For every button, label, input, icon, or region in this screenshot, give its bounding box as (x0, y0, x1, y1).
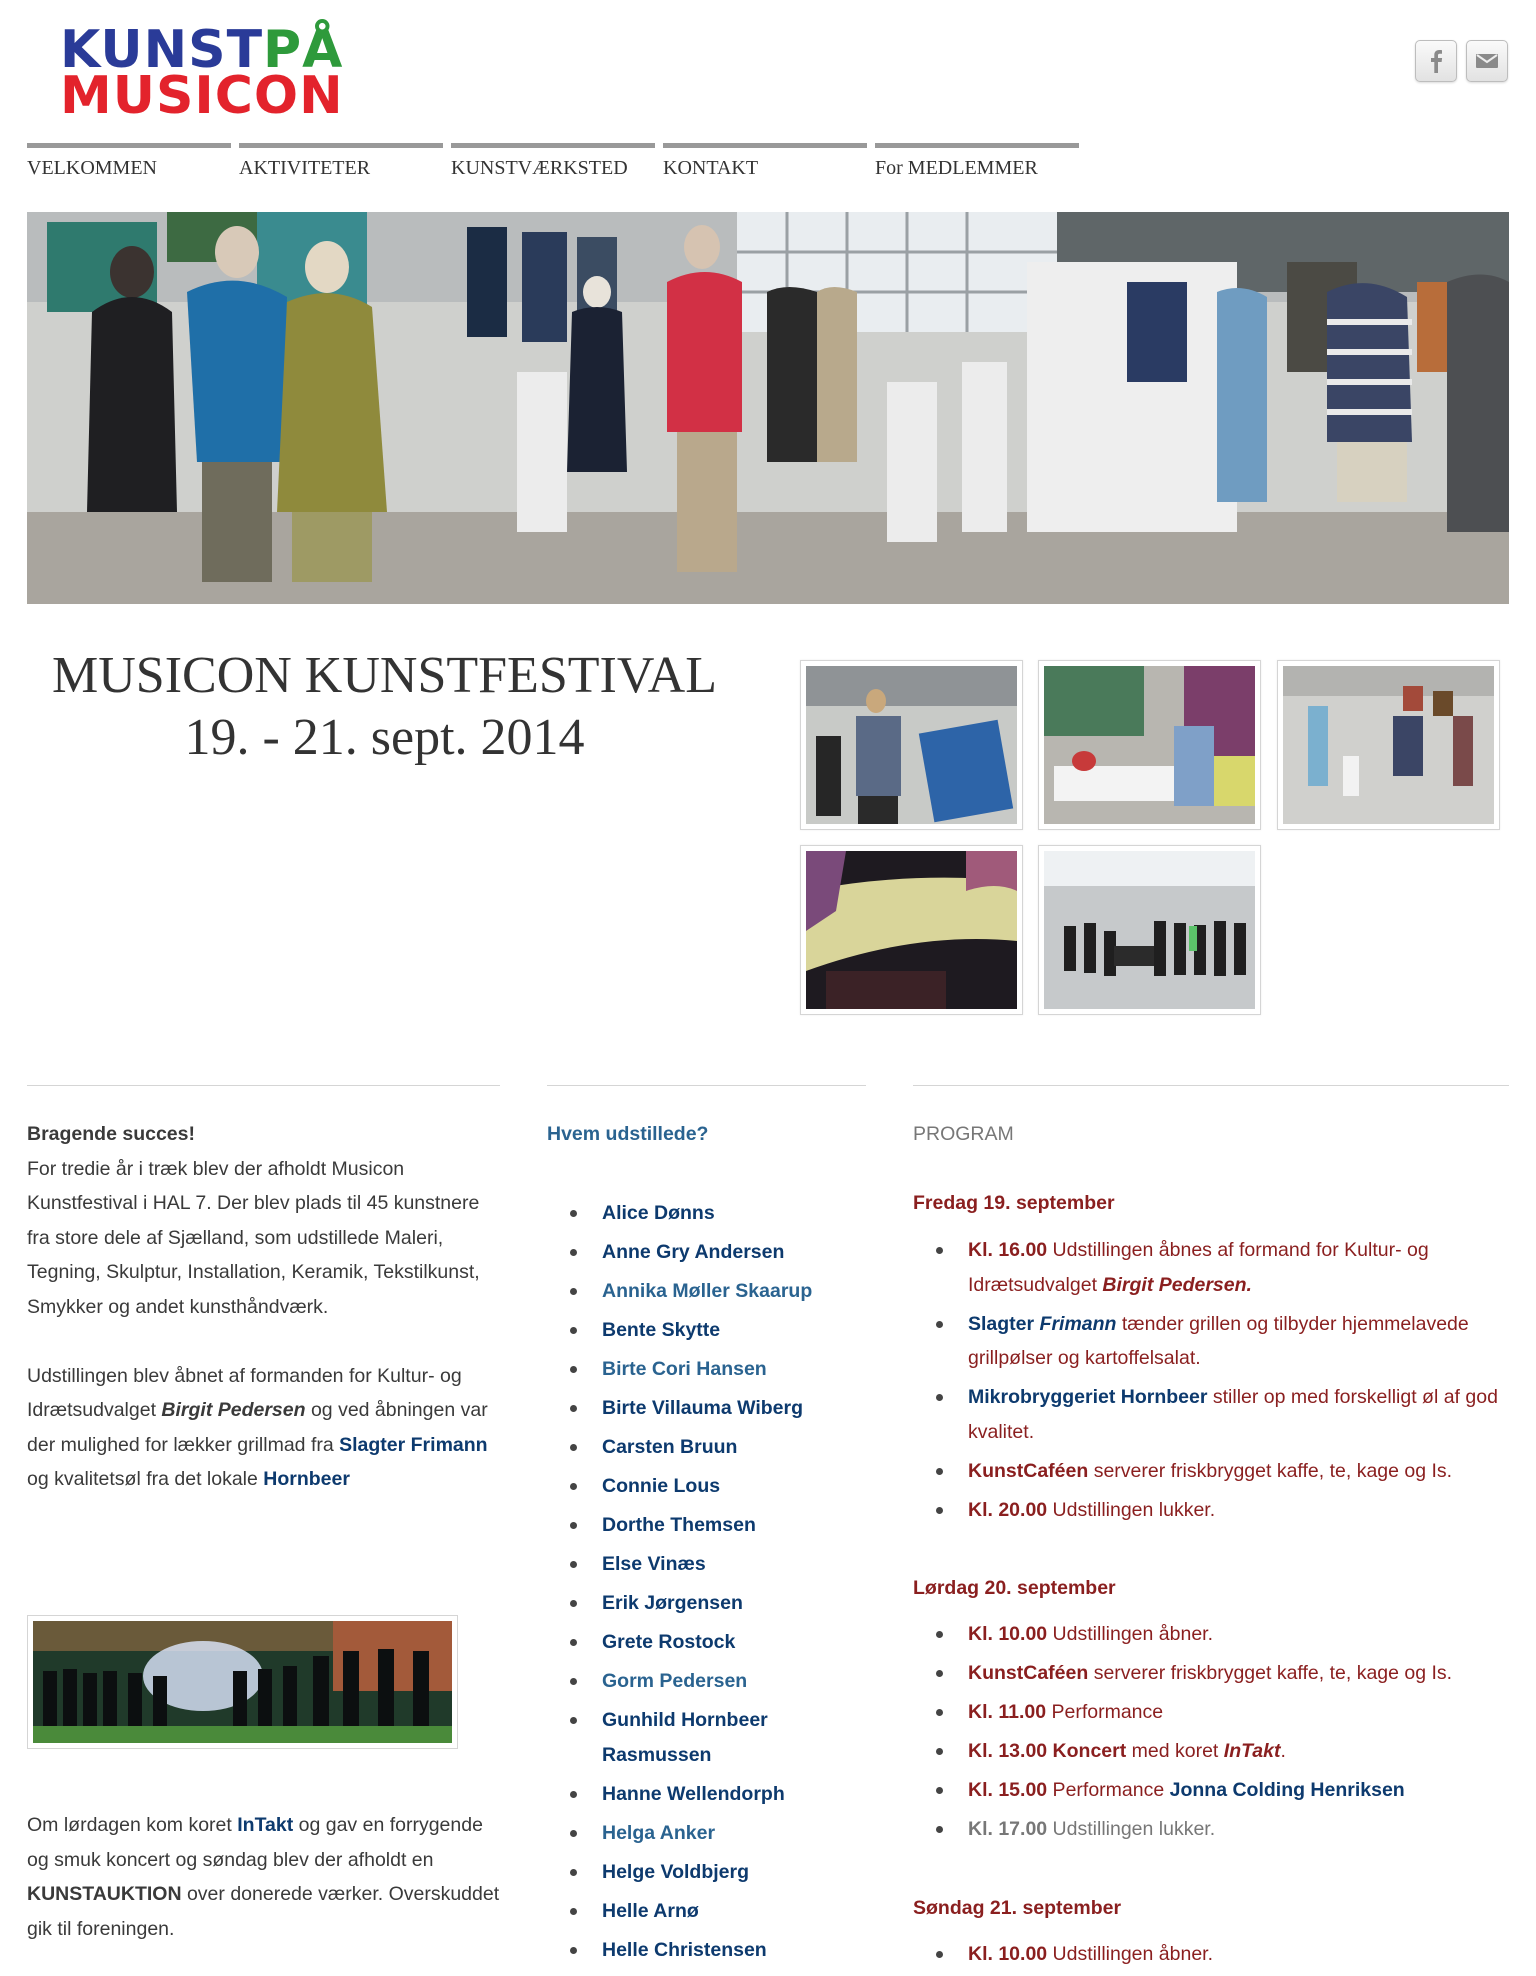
program-section (913, 1117, 1509, 1965)
exhibitor-item[interactable]: Alice Dønns (547, 1196, 867, 1231)
program-item: Kl. 10.00 Udstillingen åbner. (913, 1617, 1509, 1652)
festival-title-line1: MUSICON KUNSTFESTIVAL (51, 647, 717, 704)
gallery-thumbnail-4[interactable] (800, 845, 1023, 1015)
gallery-thumbnail-3[interactable] (1277, 660, 1500, 830)
birgit-pedersen-name: Birgit Pedersen (161, 1399, 306, 1421)
exhibitor-item[interactable]: Annika Møller Skaarup (547, 1274, 867, 1309)
exhibitors-heading: Hvem udstillede? (547, 1123, 709, 1145)
facebook-icon (1425, 48, 1447, 74)
saturday-program-list (913, 1617, 1509, 1851)
program-item: Mikrobryggeriet Hornbeer stiller op med forskelligt øl af god kvalitet. (913, 1380, 1509, 1449)
festival-title-line2: 19. - 21. sept. 2014 (184, 709, 585, 766)
mail-button[interactable] (1466, 40, 1508, 82)
program-item: Kl. 20.00 Udstillingen lukker. (913, 1493, 1509, 1528)
intro-heading: Bragende succes! (27, 1123, 195, 1145)
exhibitor-item[interactable]: Carsten Bruun (547, 1430, 867, 1465)
exhibitor-item[interactable]: Birte Cori Hansen (547, 1352, 867, 1387)
exhibitor-item[interactable]: Gunhild Hornbeer Rasmussen (547, 1703, 867, 1772)
exhibitor-item[interactable]: Anne Gry Andersen (547, 1235, 867, 1270)
hornbeer-link[interactable]: Hornbeer (263, 1468, 350, 1490)
gallery-thumbnail-2[interactable] (1038, 660, 1261, 830)
hero-photo (27, 212, 1509, 604)
intro-paragraph-2: Udstillingen blev åbnet af formanden for Kultur- og Idrætsudvalget Birgit Pedersen og ved åbningen var der mulighed for lækker grillmad fra Slagter Frimann og kvalitetsøl fra det lokale Hornbeer (27, 1364, 488, 1490)
exhibitors-list (547, 1196, 867, 1972)
site-logo[interactable] (58, 14, 428, 124)
exhibitor-item[interactable]: Connie Lous (547, 1469, 867, 1504)
exhibitor-item[interactable]: Dorthe Themsen (547, 1508, 867, 1543)
logo-word-kunst: KUNST (60, 20, 264, 80)
kunstauktion-text: KUNSTAUKTION (27, 1883, 182, 1905)
program-item: Kl. 11.00 Performance (913, 1695, 1509, 1730)
logo-word-paa: PÅ (263, 20, 344, 80)
program-item: Kl. 10.00 Udstillingen åbner. (913, 1937, 1509, 1972)
exhibitor-item[interactable]: Erik Jørgensen (547, 1586, 867, 1621)
nav-kunstvaerksted[interactable]: KUNSTVÆRKSTED (451, 143, 655, 180)
nav-velkommen[interactable]: VELKOMMEN (27, 143, 231, 180)
day-saturday-title: Lørdag 20. september (913, 1577, 1116, 1599)
program-item: Kl. 15.00 Performance Jonna Colding Henriksen (913, 1773, 1509, 1808)
column-divider-2 (547, 1085, 866, 1086)
jonna-colding-henriksen-link[interactable]: Jonna Colding Henriksen (1169, 1779, 1405, 1801)
exhibitor-item[interactable]: Helle Arnø (547, 1894, 867, 1929)
sunday-program-list (913, 1937, 1509, 1976)
friday-program-list (913, 1233, 1509, 1532)
intro-paragraph-3: Om lørdagen kom koret InTakt og gav en forrygende og smuk koncert og søndag blev der afholdt en KUNSTAUKTION over donerede værker. Overskuddet gik til foreningen. (27, 1814, 500, 1940)
intakt-link[interactable]: InTakt (237, 1814, 294, 1836)
facebook-button[interactable] (1415, 40, 1457, 82)
nav-aktiviteter[interactable]: AKTIVITETER (239, 143, 443, 180)
slagter-frimann-program-link[interactable]: Slagter Frimann (968, 1312, 1117, 1335)
festival-title (27, 645, 742, 769)
exhibitor-item[interactable]: Helga Anker (547, 1816, 867, 1851)
nav-kontakt[interactable]: KONTAKT (663, 143, 867, 180)
column-divider-1 (27, 1085, 500, 1086)
logo-word-musicon: MUSICON (60, 66, 344, 126)
program-item: Kl. 17.00 Udstillingen lukker. (913, 1812, 1509, 1847)
intro-text-continued (27, 1808, 507, 1946)
exhibitor-item[interactable]: Birte Villauma Wiberg (547, 1391, 867, 1426)
exhibitor-item[interactable]: Gorm Pedersen (547, 1664, 867, 1699)
intro-text (27, 1117, 507, 1497)
choir-photo[interactable] (27, 1615, 458, 1749)
program-item: KunstCaféen serverer friskbrygget kaffe, te, kage og Is. (913, 1656, 1509, 1691)
exhibitor-item[interactable]: Grete Rostock (547, 1625, 867, 1660)
slagter-frimann-link[interactable]: Slagter Frimann (339, 1433, 488, 1456)
mail-icon (1474, 51, 1500, 71)
program-item: Kl. 13.00 Koncert med koret InTakt. (913, 1734, 1509, 1769)
program-item: Kl. 16.00 Udstillingen åbnes af formand for Kultur- og Idrætsudvalget Birgit Pedersen. (913, 1233, 1509, 1302)
program-heading: PROGRAM (913, 1123, 1014, 1145)
exhibitor-item[interactable]: Helle Christensen (547, 1933, 867, 1968)
nav-for-medlemmer[interactable]: For MEDLEMMER (875, 143, 1079, 180)
gallery-thumbnail-1[interactable] (800, 660, 1023, 830)
column-divider-3 (913, 1085, 1509, 1086)
hero-photo-illustration (27, 212, 1509, 604)
day-sunday-title: Søndag 21. september (913, 1897, 1122, 1919)
hornbeer-program-link[interactable]: Mikrobryggeriet Hornbeer (968, 1386, 1208, 1408)
intro-paragraph-1: For tredie år i træk blev der afholdt Musicon Kunstfestival i HAL 7. Der blev plads til 45 kunstnere fra store dele af Sjælland, som udstillede Maleri, Tegning, Skulptur, Installation, Keramik, Tekstilkunst, Smykker og andet kunsthåndværk. (27, 1157, 480, 1318)
exhibitor-item[interactable]: Bente Skytte (547, 1313, 867, 1348)
exhibitor-item[interactable]: Else Vinæs (547, 1547, 867, 1582)
exhibitor-item[interactable]: Hanne Wellendorph (547, 1777, 867, 1812)
gallery-thumbnail-5[interactable] (1038, 845, 1261, 1015)
program-item: Slagter Frimann tænder grillen og tilbyder hjemmelavede grillpølser og kartoffelsalat. (913, 1307, 1509, 1376)
exhibitor-item[interactable]: Helge Voldbjerg (547, 1855, 867, 1890)
program-item: KunstCaféen serverer friskbrygget kaffe, te, kage og Is. (913, 1454, 1509, 1489)
day-friday-title: Fredag 19. september (913, 1192, 1115, 1214)
